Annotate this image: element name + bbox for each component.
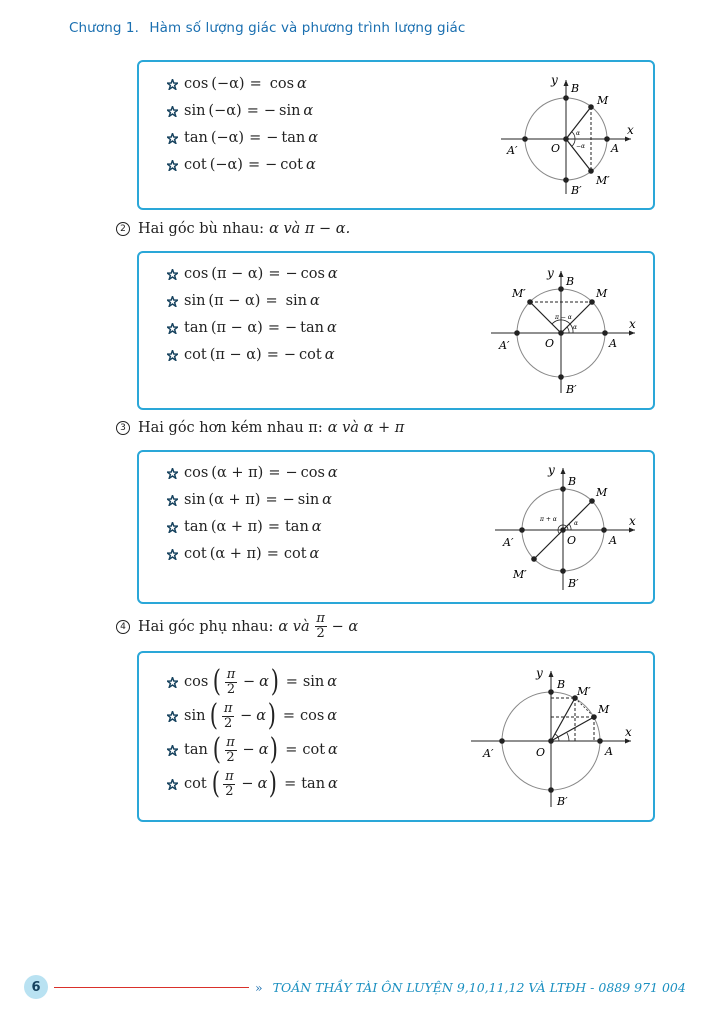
equals-sign: = — [246, 103, 259, 119]
star-icon — [167, 745, 178, 756]
minus-sign: − — [241, 776, 254, 792]
formula-row — [167, 519, 322, 535]
rhs-sign: − — [266, 130, 279, 146]
formula-row — [167, 465, 338, 481]
rhs-fn: tan — [301, 776, 326, 792]
fn-name: tan — [184, 130, 208, 146]
equals-sign: = — [268, 266, 281, 282]
rhs-var: α — [309, 546, 320, 562]
right-paren: ) — [269, 766, 278, 801]
fraction-denominator: 2 — [224, 715, 233, 731]
rhs-fn: cos — [300, 266, 325, 282]
section-math: − α — [331, 618, 359, 635]
star-icon — [167, 711, 178, 722]
rhs-fn: tan — [284, 519, 309, 535]
fn-arg: (−α) — [210, 130, 245, 146]
formula-box-3 — [137, 450, 655, 604]
star-icon — [167, 269, 178, 280]
fn-name: cos — [184, 76, 209, 92]
y-axis-label: y — [547, 266, 554, 280]
equals-sign: = — [265, 293, 278, 309]
rhs-sign: − — [265, 157, 278, 173]
star-icon — [167, 296, 178, 307]
y-axis-label: y — [548, 463, 555, 477]
angle-label: α — [573, 324, 578, 331]
fn-name: cot — [184, 157, 207, 173]
rhs-var: α — [303, 103, 314, 119]
right-paren: ) — [270, 732, 279, 767]
formula-row — [167, 546, 319, 562]
star-icon — [167, 522, 178, 533]
rhs-fn: tan — [281, 130, 306, 146]
rhs-var: α — [322, 492, 332, 508]
var: α — [258, 742, 269, 758]
section-text: Hai góc bù nhau: — [138, 221, 265, 237]
rhs-var: α — [311, 519, 322, 535]
rhs-sign: − — [282, 492, 295, 508]
unit-circle-diagram-3 — [493, 458, 649, 598]
var: α — [259, 674, 269, 690]
rhs-var: α — [310, 293, 320, 309]
star-icon — [167, 495, 178, 506]
point-a-prime-label: A′ — [507, 144, 518, 157]
right-paren: ) — [270, 664, 279, 699]
footer-text: TOÁN THẦY TÀI ÔN LUYỆN 9,10,11,12 VÀ LTĐH - 0889 971 004 — [272, 980, 686, 995]
equals-sign: = — [285, 742, 298, 758]
point-a-prime-label: A′ — [503, 536, 514, 549]
origin-label: O — [536, 746, 546, 759]
rhs-var: α — [327, 708, 338, 724]
point-b-prime-label: B′ — [557, 795, 568, 808]
rhs-fn: cot — [283, 546, 307, 562]
left-paren: ( — [211, 766, 220, 801]
fn-name: cot — [184, 776, 207, 792]
y-axis-label: y — [536, 666, 543, 680]
formula-row — [167, 698, 338, 733]
fn-name: sin — [184, 492, 206, 508]
rhs-fn: sin — [285, 293, 308, 309]
fraction-denominator: 2 — [225, 783, 234, 799]
fn-arg: (−α) — [209, 157, 243, 173]
rhs-fn: cot — [302, 742, 326, 758]
point-m-prime-label: M′ — [596, 174, 610, 187]
formula-row — [167, 347, 335, 363]
point-b-prime-label: B′ — [566, 383, 577, 396]
x-axis-label: x — [629, 514, 636, 528]
footer-credit — [255, 980, 686, 995]
fraction — [222, 702, 234, 731]
chapter-header — [69, 20, 465, 36]
chapter-title: Hàm số lượng giác và phương trình lượng giác — [149, 20, 466, 36]
rhs-fn: cot — [299, 347, 322, 363]
formula-row — [167, 293, 320, 309]
equals-sign: = — [285, 674, 298, 690]
point-m-label: M — [596, 486, 608, 499]
star-icon — [167, 677, 178, 688]
section-number: 3 — [116, 421, 130, 435]
equals-sign: = — [249, 130, 262, 146]
section-heading-4 — [116, 612, 358, 641]
unit-circle-diagram-4 — [469, 661, 649, 813]
point-m-prime-label: M′ — [577, 685, 591, 698]
star-icon — [167, 468, 178, 479]
rhs-var: α — [326, 320, 337, 336]
left-paren: ( — [210, 698, 219, 733]
point-m-label: M — [598, 703, 610, 716]
section-number: 2 — [116, 222, 130, 236]
fn-arg: (−α) — [208, 103, 242, 119]
origin-label: O — [545, 337, 555, 350]
point-m-label: M — [597, 94, 609, 107]
angle-label: α — [576, 130, 581, 137]
fraction-denominator: 2 — [226, 681, 236, 697]
formula-box-1 — [137, 60, 655, 210]
fn-name: cos — [184, 266, 209, 282]
point-b-label: B — [568, 475, 577, 488]
x-axis-label: x — [625, 725, 632, 739]
angle-label: π + α — [540, 516, 557, 523]
section-text: Hai góc phụ nhau: — [138, 618, 274, 635]
point-b-label: B — [571, 82, 580, 95]
equals-sign: = — [266, 546, 279, 562]
rhs-var: α — [297, 76, 307, 92]
left-paren: ( — [212, 732, 221, 767]
point-b-prime-label: B′ — [571, 184, 582, 197]
rhs-sign: − — [285, 465, 298, 481]
equals-sign: = — [247, 157, 261, 173]
fraction — [315, 612, 327, 641]
section-heading-3 — [116, 420, 404, 436]
formula-row — [167, 492, 332, 508]
point-m-prime-label: M′ — [513, 568, 527, 581]
fraction — [225, 736, 237, 765]
rhs-fn: tan — [300, 320, 324, 336]
fn-arg: (α + π) — [208, 492, 261, 508]
rhs-var: α — [327, 266, 338, 282]
point-a-label: A — [609, 534, 617, 547]
fn-arg: (α + π) — [211, 465, 264, 481]
rhs-fn: cos — [299, 708, 325, 724]
angle-label: α — [574, 520, 579, 527]
formula-row — [167, 157, 316, 173]
var: α — [256, 708, 267, 724]
fn-arg: (π − α) — [208, 293, 261, 309]
point-a-label: A — [605, 745, 613, 758]
origin-label: O — [551, 142, 561, 155]
formula-row — [167, 103, 313, 119]
equals-sign: = — [282, 708, 295, 724]
fn-name: sin — [184, 103, 206, 119]
equals-sign: = — [268, 465, 281, 481]
point-a-label: A — [609, 337, 617, 350]
equals-sign: = — [267, 320, 280, 336]
star-icon — [167, 106, 178, 117]
rhs-sign: − — [285, 266, 298, 282]
equals-sign: = — [267, 519, 280, 535]
formula-row — [167, 130, 318, 146]
star-icon — [167, 549, 178, 560]
section-heading-2 — [116, 221, 350, 237]
rhs-var: α — [324, 347, 335, 363]
rhs-fn: sin — [279, 103, 301, 119]
star-icon — [167, 323, 178, 334]
section-math: α và α + π — [327, 420, 405, 436]
x-axis-label: x — [627, 123, 634, 137]
formula-box-2 — [137, 251, 655, 410]
fn-name: sin — [184, 708, 206, 724]
section-math: α và — [278, 618, 310, 635]
rhs-fn: cos — [300, 465, 325, 481]
fn-name: tan — [184, 320, 208, 336]
point-b-prime-label: B′ — [568, 577, 579, 590]
y-axis-label: y — [551, 73, 558, 87]
point-m-prime-label: M′ — [512, 287, 526, 300]
rhs-sign: − — [263, 103, 276, 119]
star-icon — [167, 160, 178, 171]
rhs-sign: − — [284, 320, 298, 336]
angle-label: −α — [576, 143, 586, 150]
fn-name: sin — [184, 293, 206, 309]
point-a-label: A — [611, 142, 619, 155]
right-paren: ) — [267, 698, 277, 733]
fraction-numerator: π — [223, 700, 233, 716]
fraction-denominator: 2 — [316, 626, 325, 641]
formula-row — [167, 76, 307, 92]
rhs-var: α — [327, 465, 338, 481]
double-arrow-icon: » — [255, 980, 263, 995]
fn-name: cos — [184, 674, 209, 690]
unit-circle-diagram-1 — [499, 70, 649, 200]
x-axis-label: x — [629, 317, 636, 331]
fn-arg: (−α) — [211, 76, 245, 92]
point-m-label: M — [596, 287, 608, 300]
fraction-denominator: 2 — [226, 749, 235, 765]
equals-sign: = — [266, 347, 279, 363]
fn-name: tan — [184, 519, 208, 535]
rhs-var: α — [305, 157, 316, 173]
fn-arg: (π − α) — [209, 347, 262, 363]
section-number: 4 — [116, 620, 130, 634]
rhs-sign: − — [283, 347, 297, 363]
star-icon — [167, 133, 178, 144]
fn-arg: (π − α) — [210, 320, 263, 336]
formula-row — [167, 732, 338, 767]
fn-name: cot — [184, 347, 207, 363]
section-text: Hai góc hơn kém nhau π: — [138, 420, 323, 436]
equals-sign: = — [265, 492, 278, 508]
point-a-prime-label: A′ — [499, 339, 510, 352]
star-icon — [167, 350, 178, 361]
section-math: α và π − α. — [269, 221, 351, 237]
fraction-numerator: π — [225, 768, 234, 784]
fraction-numerator: π — [226, 666, 236, 682]
formula-row — [167, 320, 337, 336]
formula-row — [167, 664, 338, 699]
unit-circle-diagram-2 — [489, 261, 649, 401]
formula-row — [167, 766, 338, 801]
fn-arg: (α + π) — [210, 519, 263, 535]
equals-sign: = — [249, 76, 262, 92]
minus-sign: − — [243, 674, 256, 690]
fn-name: cot — [184, 546, 207, 562]
angle-label: π − α — [555, 314, 572, 321]
formula-box-4 — [137, 651, 655, 822]
point-b-label: B — [566, 275, 575, 288]
fn-name: cos — [184, 465, 209, 481]
minus-sign: − — [240, 708, 253, 724]
var: α — [257, 776, 268, 792]
fn-arg: (α + π) — [209, 546, 262, 562]
minus-sign: − — [242, 742, 255, 758]
point-b-label: B — [557, 678, 566, 691]
fraction-numerator: π — [226, 734, 235, 750]
rhs-fn: cot — [280, 157, 303, 173]
left-paren: ( — [213, 664, 222, 699]
chapter-number: Chương 1. — [69, 20, 139, 36]
rhs-fn: sin — [297, 492, 320, 508]
star-icon — [167, 79, 178, 90]
rhs-var: α — [327, 674, 338, 690]
rhs-fn: sin — [302, 674, 325, 690]
formula-row — [167, 266, 338, 282]
fraction — [225, 668, 237, 697]
fraction-numerator: π — [316, 611, 325, 626]
footer-divider — [54, 987, 249, 988]
rhs-var: α — [328, 776, 338, 792]
star-icon — [167, 779, 178, 790]
fn-arg: (π − α) — [211, 266, 264, 282]
equals-sign: = — [284, 776, 297, 792]
rhs-var: α — [328, 742, 338, 758]
fraction — [223, 770, 235, 799]
rhs-fn: cos — [269, 76, 295, 92]
point-a-prime-label: A′ — [483, 747, 494, 760]
page-number-badge: 6 — [24, 975, 48, 999]
origin-label: O — [567, 534, 577, 547]
fn-name: tan — [184, 742, 208, 758]
rhs-var: α — [308, 130, 318, 146]
